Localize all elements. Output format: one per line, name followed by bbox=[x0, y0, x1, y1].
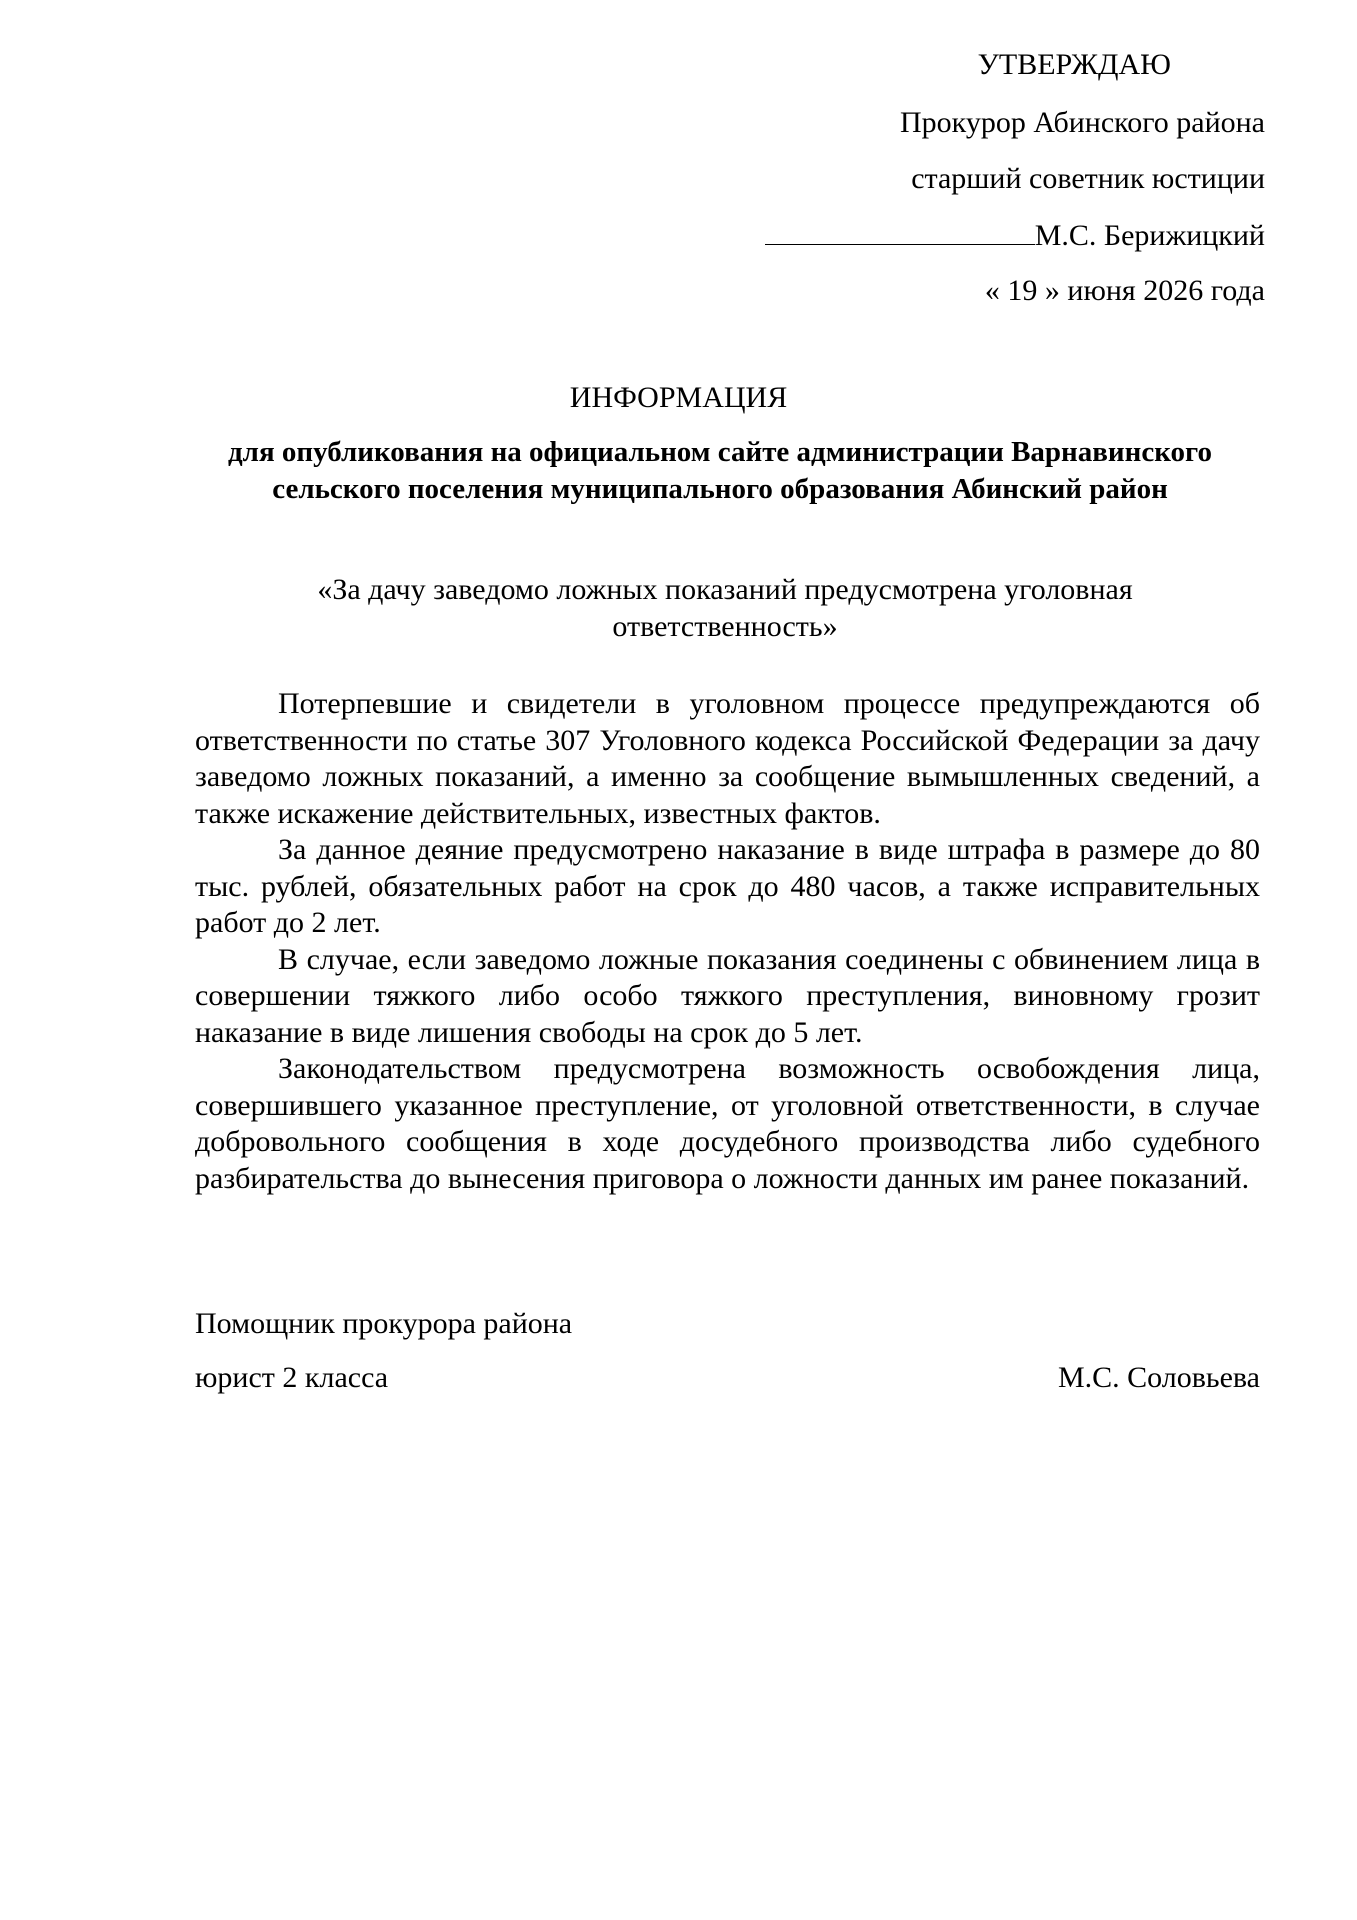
document-headline: «За дачу заведомо ложных показаний предусмотрена уголовная ответственность» bbox=[317, 573, 1133, 643]
signature-blank-line bbox=[765, 218, 1035, 245]
body-paragraph: За данное деяние предусмотрено наказание в виде штрафа в размере до 80 тыс. рублей, обязательных работ на срок до 480 часов, а также исправительных работ до 2 лет. bbox=[195, 833, 1260, 939]
body-paragraph: Законодательством предусмотрена возможность освобождения лица, совершившего указанное преступление, от уголовной ответственности, в случае добровольного сообщения в ходе досудебного производства либо судебного разбирательства до вынесения приговора о ложности данных им ранее показаний. bbox=[195, 1052, 1260, 1195]
signature-row bbox=[195, 1360, 1260, 1396]
signature-rank: юрист 2 класса bbox=[195, 1361, 389, 1394]
signature-row bbox=[195, 1306, 1260, 1342]
signature-position: Помощник прокурора района bbox=[195, 1307, 573, 1340]
approval-rank: старший советник юстиции bbox=[911, 162, 1265, 195]
body-paragraph: В случае, если заведомо ложные показания соединены с обвинением лица в совершении тяжкого либо особо тяжкого преступления, виновному грозит наказание в виде лишения свободы на срок до 5 лет. bbox=[195, 942, 1260, 1049]
document-subtitle: для опубликования на официальном сайте администрации Варнавинского сельского поселения муниципального образования Абинский район bbox=[228, 436, 1212, 505]
approval-signer: М.С. Берижицкий bbox=[1034, 219, 1265, 252]
approval-date: « 19 » июня 2026 года bbox=[984, 274, 1265, 307]
document-body bbox=[195, 686, 1260, 1197]
signature-block bbox=[195, 1306, 1260, 1396]
approval-position: Прокурор Абинского района bbox=[900, 106, 1265, 139]
signature-name: М.С. Соловьева bbox=[1057, 1361, 1260, 1394]
body-paragraph: Потерпевшие и свидетели в уголовном процессе предупреждаются об ответственности по статье 307 Уголовного кодекса Российской Федерации за дачу заведомо ложных показаний, а именно за сообщение вымышленных сведений, а также искажение действительных, известных фактов. bbox=[195, 687, 1260, 830]
document-title: ИНФОРМАЦИЯ bbox=[569, 381, 788, 414]
approval-heading: УТВЕРЖДАЮ bbox=[977, 48, 1171, 81]
approval-signature-line bbox=[765, 218, 1265, 254]
